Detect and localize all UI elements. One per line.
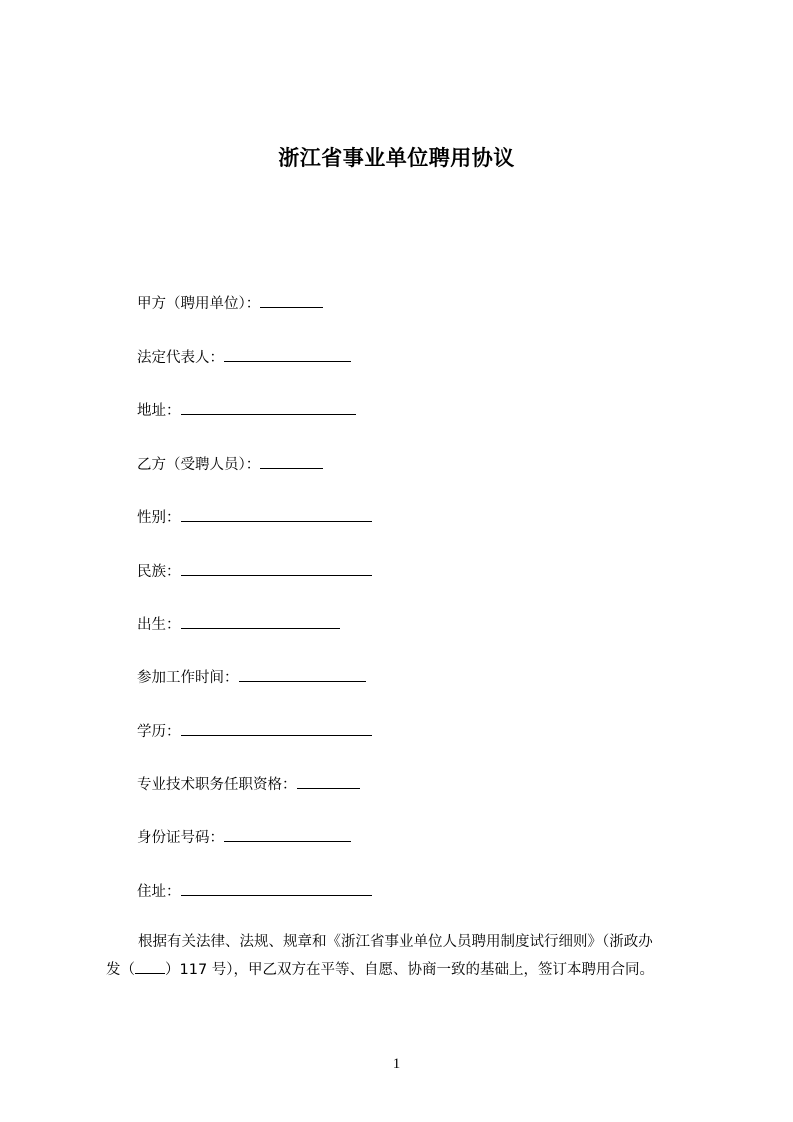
party-b-field	[137, 453, 323, 475]
professional-qualification-field	[137, 773, 360, 795]
id-number-field	[137, 826, 351, 848]
document-title: 浙江省事业单位聘用协议	[278, 146, 515, 170]
field-label: 身份证号码：	[137, 830, 224, 846]
party-a-blank[interactable]	[260, 292, 323, 308]
ethnicity-field	[137, 560, 372, 582]
gender-field	[137, 506, 372, 528]
field-label: 甲方（聘用单位）：	[137, 296, 261, 312]
field-label: 专业技术职务任职资格：	[137, 777, 297, 793]
work-start-date-field	[137, 666, 366, 688]
field-label: 民族：	[137, 564, 181, 580]
legal-representative-field	[137, 346, 351, 368]
party-a-field	[137, 292, 323, 314]
page-number: 1	[392, 1056, 401, 1072]
field-label: 参加工作时间：	[137, 670, 239, 686]
field-label: 乙方（受聘人员）：	[137, 457, 261, 473]
professional-qualification-blank[interactable]	[297, 773, 360, 789]
residence-blank[interactable]	[181, 880, 372, 896]
gender-blank[interactable]	[181, 506, 372, 522]
legal-representative-blank[interactable]	[224, 346, 351, 362]
birth-blank[interactable]	[181, 613, 340, 629]
ethnicity-blank[interactable]	[181, 560, 372, 576]
id-number-blank[interactable]	[224, 826, 351, 842]
education-field	[137, 720, 372, 742]
education-blank[interactable]	[181, 720, 372, 736]
party-b-blank[interactable]	[260, 453, 323, 469]
paragraph-suffix: ）117 号），甲乙双方在平等、自愿、协商一致的基础上，签订本聘用合同。	[165, 962, 655, 978]
work-start-date-blank[interactable]	[239, 666, 366, 682]
field-label: 地址：	[137, 403, 181, 419]
paragraph-prefix: 发（	[106, 962, 135, 978]
intro-paragraph	[106, 928, 716, 984]
paragraph-line-1: 根据有关法律、法规、规章和《浙江省事业单位人员聘用制度试行细则》（浙政办	[138, 934, 653, 950]
field-label: 法定代表人：	[137, 350, 224, 366]
field-label: 住址：	[137, 884, 181, 900]
address-blank[interactable]	[181, 399, 356, 415]
field-label: 性别：	[137, 510, 181, 526]
field-label: 学历：	[137, 724, 181, 740]
paragraph-line-2	[106, 956, 716, 984]
address-field	[137, 399, 356, 421]
birth-field	[137, 613, 340, 635]
document-number-blank[interactable]	[135, 959, 165, 974]
residence-field	[137, 880, 372, 902]
field-label: 出生：	[137, 617, 181, 633]
